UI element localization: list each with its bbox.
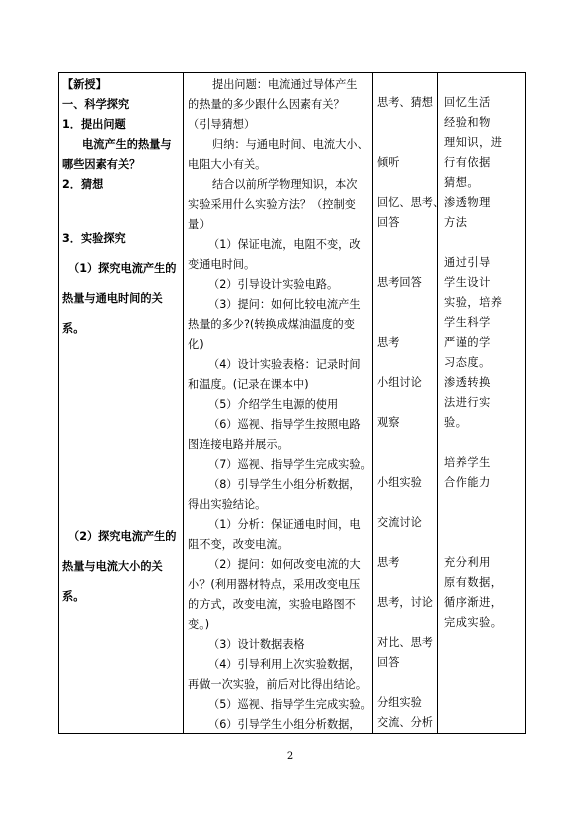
teacher-activity-line: 的方式，改变电流，实验电路图不 bbox=[188, 598, 356, 611]
design-intent-line: 猜想。 bbox=[444, 176, 480, 189]
design-intent-line: 严谨的学 bbox=[444, 336, 491, 349]
design-intent-line: 充分利用 bbox=[444, 556, 491, 569]
design-intent-content bbox=[438, 73, 525, 733]
teacher-activity-line: （引导猜想） bbox=[188, 118, 256, 131]
student-activity-line: 分组实验 bbox=[377, 696, 422, 709]
design-intent-line: 习态度。 bbox=[444, 356, 491, 369]
student-activity-line: 思考、猜想 bbox=[377, 96, 433, 109]
topic-line: 系。 bbox=[62, 322, 85, 335]
design-intent-line: 培养学生 bbox=[444, 456, 491, 469]
teacher-activity-line: （4）引导利用上次实验数据， bbox=[208, 658, 361, 671]
topic-line: 热量与电流大小的关 bbox=[62, 560, 163, 573]
teacher-activity-line: 量） bbox=[188, 218, 211, 231]
design-intent-line: 完成实验。 bbox=[444, 616, 503, 629]
teacher-activity-line: 得出实验结论。 bbox=[188, 498, 267, 511]
topic-line: 1．提出问题 bbox=[62, 118, 126, 131]
teacher-activity-line: 小？(利用器材特点，采用改变电压 bbox=[188, 578, 361, 591]
teacher-activity-line: （6）引导学生小组分析数据， bbox=[208, 718, 361, 731]
topic-line: 【新授】 bbox=[62, 78, 107, 91]
design-intent-line: 实验，培养 bbox=[444, 296, 503, 309]
student-activity-line: 小组讨论 bbox=[377, 376, 422, 389]
teacher-activity-line: 变。) bbox=[188, 618, 210, 631]
student-activity-line: 思考 bbox=[377, 336, 400, 349]
topic-line: 热量与通电时间的关 bbox=[62, 292, 163, 305]
topic-line: 3．实验探究 bbox=[62, 232, 126, 245]
teacher-activity-line: （8）引导学生小组分析数据， bbox=[208, 478, 361, 491]
student-activity-line: 思考回答 bbox=[377, 276, 422, 289]
topic-line: 一、科学探究 bbox=[62, 98, 130, 111]
design-intent-line: 回忆生活 bbox=[444, 96, 491, 109]
design-intent-line: 行有依据 bbox=[444, 156, 491, 169]
teacher-activity-line: （2）引导设计实验电路。 bbox=[208, 278, 339, 291]
student-activity-line: 思考，讨论 bbox=[377, 596, 433, 609]
design-intent-line: 循序渐进， bbox=[444, 596, 503, 609]
table-row bbox=[59, 73, 526, 734]
topic-line: 系。 bbox=[62, 590, 85, 603]
teacher-activity-line: （7）巡视、指导学生完成实验。 bbox=[208, 458, 372, 471]
topic-line: （1）探究电流产生的 bbox=[68, 262, 177, 275]
student-activity-line: 交流、分析 bbox=[377, 716, 433, 729]
design-intent-line: 渗透转换 bbox=[444, 376, 491, 389]
student-activity-column bbox=[373, 73, 445, 734]
topic-line: 哪些因素有关？ bbox=[62, 158, 141, 171]
teacher-activity-line: 热量的多少?(转换成煤油温度的变 bbox=[188, 318, 355, 331]
teacher-activity-column bbox=[184, 73, 373, 734]
teacher-activity-line: （5）介绍学生电源的使用 bbox=[208, 398, 339, 411]
teacher-activity-line: （2）提问：如何改变电流的大 bbox=[208, 558, 361, 571]
design-intent-line: 原有数据， bbox=[444, 576, 503, 589]
design-intent-line: 合作能力 bbox=[444, 476, 491, 489]
student-activity-line: 回答 bbox=[377, 216, 400, 229]
lesson-plan-table bbox=[58, 72, 526, 734]
design-intent-line: 方法 bbox=[444, 216, 468, 229]
teacher-activity-line: （1）分析：保证通电时间，电 bbox=[208, 518, 361, 531]
teacher-activity-line: （5）巡视、指导学生完成实验。 bbox=[208, 698, 372, 711]
student-activity-line: 观察 bbox=[377, 416, 400, 429]
teacher-activity-line: （3）提问：如何比较电流产生 bbox=[208, 298, 361, 311]
student-activity-line: 回忆、思考、 bbox=[377, 196, 445, 209]
student-activity-line: 对比、思考 bbox=[377, 636, 433, 649]
teacher-activity-line: 结合以前所学物理知识，本次 bbox=[212, 178, 358, 191]
design-intent-column bbox=[438, 73, 526, 734]
teacher-activity-line: 归纳：与通电时间、电流大小、 bbox=[212, 138, 369, 151]
teacher-activity-line: 变通电时间。 bbox=[188, 258, 256, 271]
teacher-activity-line: （1）保证电流，电阻不变，改 bbox=[208, 238, 361, 251]
design-intent-line: 学生科学 bbox=[444, 316, 491, 329]
student-activity-content bbox=[373, 73, 445, 733]
design-intent-line: 学生设计 bbox=[444, 276, 491, 289]
student-activity-line: 交流讨论 bbox=[377, 516, 422, 529]
student-activity-line: 思考 bbox=[377, 556, 400, 569]
teacher-activity-line: 和温度。(记录在课本中) bbox=[188, 378, 309, 391]
teacher-activity-line: 提出问题：电流通过导体产生 bbox=[212, 78, 358, 91]
student-activity-line: 小组实验 bbox=[377, 476, 422, 489]
teacher-activity-line: 的热量的多少跟什么因素有关？ bbox=[188, 98, 345, 111]
teacher-activity-line: 实验采用什么实验方法？（控制变 bbox=[188, 198, 356, 211]
design-intent-line: 验。 bbox=[444, 416, 468, 429]
teacher-activity-content bbox=[184, 73, 372, 733]
teacher-activity-line: （4）设计实验表格：记录时间 bbox=[208, 358, 361, 371]
teacher-activity-line: （6）巡视、指导学生按照电路 bbox=[208, 418, 361, 431]
topic-column-content bbox=[59, 73, 183, 733]
teacher-activity-line: 再做一次实验，前后对比得出结论。 bbox=[188, 678, 368, 691]
design-intent-line: 理知识，进 bbox=[444, 136, 503, 149]
topic-line: 电流产生的热量与 bbox=[82, 138, 172, 151]
teacher-activity-line: 电阻大小有关。 bbox=[188, 158, 267, 171]
topic-line: （2）探究电流产生的 bbox=[68, 530, 177, 543]
student-activity-line: 倾听 bbox=[377, 156, 400, 169]
teacher-activity-line: 化) bbox=[188, 338, 204, 351]
topic-line: 2．猜想 bbox=[62, 178, 104, 191]
design-intent-line: 渗透物理 bbox=[444, 196, 491, 209]
teacher-activity-line: 阻不变，改变电流。 bbox=[188, 538, 289, 551]
page-number: 2 bbox=[286, 751, 294, 762]
teacher-activity-line: 图连接电路并展示。 bbox=[188, 438, 289, 451]
design-intent-line: 法进行实 bbox=[444, 396, 491, 409]
design-intent-line: 经验和物 bbox=[444, 116, 491, 129]
student-activity-line: 回答 bbox=[377, 656, 400, 669]
teacher-activity-line: （3）设计数据表格 bbox=[208, 638, 305, 651]
design-intent-line: 通过引导 bbox=[444, 256, 491, 269]
topic-column bbox=[59, 73, 184, 734]
